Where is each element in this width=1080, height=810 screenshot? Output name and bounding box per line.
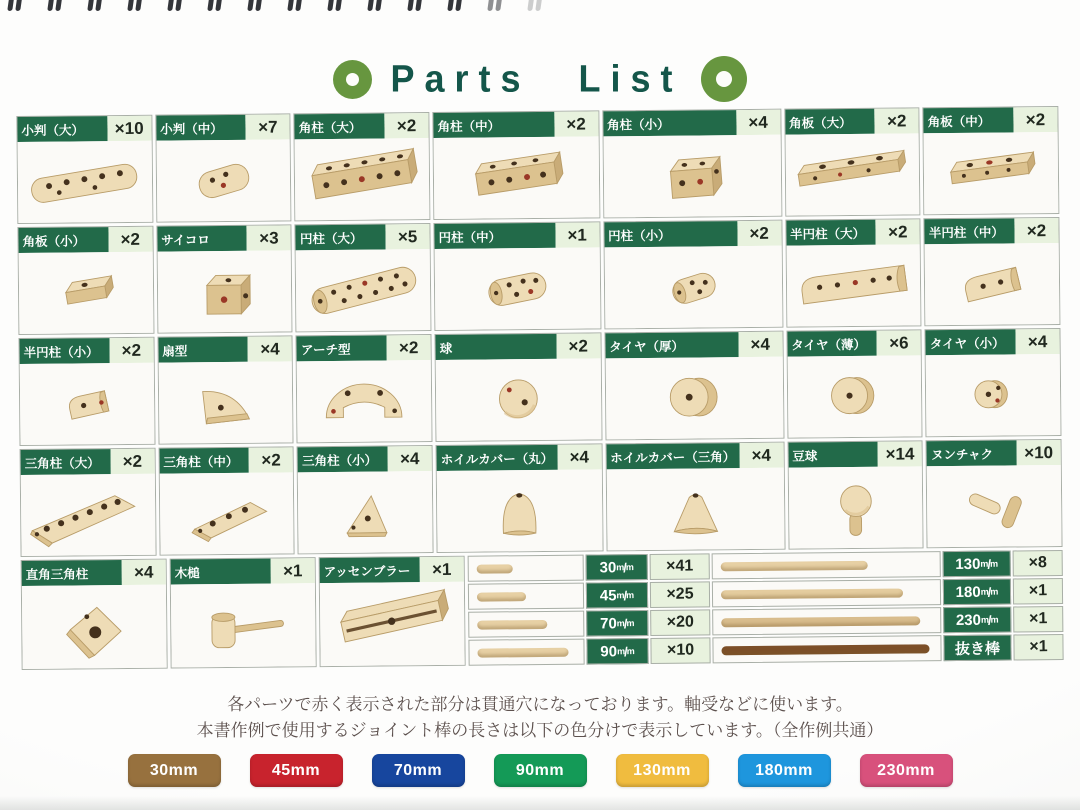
part-cell [156,224,293,333]
tire-thin-icon [787,355,921,437]
short-rod-photo [468,639,584,666]
legend-chip-label: 90mm [515,761,565,779]
long-rod-photo [712,635,941,663]
part-cell [433,221,601,331]
part-photo [788,466,922,548]
part-name-label: ヌンチャク [927,440,1017,466]
part-count-label: ×2 [554,111,598,136]
rod-30mm-icon [477,564,513,573]
part-cell-header [295,113,429,139]
part-photo [156,139,290,221]
long-rod-photo [712,607,941,635]
tire-thick-icon [605,357,783,440]
part-count-label: ×5 [386,224,430,249]
part-cell-header [786,219,920,245]
part-cell-header [298,446,432,472]
part-name-label: 豆球 [788,442,878,468]
part-photo [787,355,921,437]
part-count-label: ×1 [420,557,464,582]
dice-icon [157,250,291,332]
part-cell [18,337,155,446]
part-photo [605,357,783,440]
part-name-label: ホイルカバー（丸） [437,445,558,471]
part-photo [437,469,602,552]
rod-count-label: ×41 [650,553,710,580]
part-cell-header [320,557,464,583]
part-cell-header [925,218,1059,244]
part-cell [16,115,153,224]
wood-ring-icon [333,60,372,99]
part-cell [21,559,168,670]
part-cell [604,331,784,441]
part-name-label: 小判（大） [17,116,107,142]
part-photo [924,132,1058,214]
part-name-label: 角柱（大） [295,113,385,139]
ball-icon [436,358,601,441]
part-cell [605,442,785,552]
part-count-label: ×4 [1015,329,1059,354]
binding-ring-icon [448,0,463,11]
part-photo [436,358,601,441]
part-count-label: ×2 [387,335,431,360]
part-photo [435,247,600,330]
part-count-label: ×10 [1017,440,1061,465]
part-cell [17,226,154,335]
cover-tri-icon [606,468,784,551]
part-count-label: ×4 [388,446,432,471]
rod-length-label: 230 m / m [943,606,1011,633]
rod-180mm-icon [721,588,903,599]
part-cell-header [926,329,1060,355]
part-cell [923,106,1060,215]
part-photo [298,471,432,553]
part-cell-header [157,225,291,251]
part-photo [22,585,167,669]
binding-ring-icon [288,0,303,11]
part-cell [925,328,1062,437]
part-cell-header [606,443,783,470]
part-name-label: 小判（中） [156,115,246,141]
rod-90mm-icon [477,647,568,657]
part-cell [20,448,157,557]
part-cell [926,439,1063,548]
long-rod-photo [712,579,941,607]
part-name-label: タイヤ（薄） [787,331,877,357]
note-line-1: 各パーツで赤く表示された部分は貫通穴になっております。軸受などに使います。 [227,695,853,714]
short-rod-photo [468,555,584,582]
part-count-label: ×2 [556,333,600,358]
part-cell-header [20,338,154,364]
part-count-label: ×7 [246,114,290,139]
part-photo [18,141,152,223]
block-large-icon [295,138,429,220]
part-name-label: 半円柱（大） [786,220,876,246]
part-name-label: 半円柱（中） [925,218,1015,244]
cover-round-icon [437,469,602,552]
rod-70mm-icon [477,619,547,629]
part-cell-header [927,440,1061,466]
rod-count-label: ×1 [1013,606,1063,632]
koban-mid-icon [156,139,290,221]
part-count-label: ×4 [557,444,601,469]
part-name-label: 木槌 [171,559,271,585]
plate-small-icon [19,252,153,334]
halfcyl-mid-icon [925,243,1059,325]
part-photo [157,250,291,332]
part-cell [787,440,924,549]
part-name-label: ホイルカバー（三角） [606,443,739,469]
rod-count-label: ×10 [650,637,710,664]
part-count-label: ×4 [738,332,782,357]
rod-130mm-icon [721,560,868,570]
binding-ring-icon [488,0,503,11]
part-cell [786,329,923,438]
binding-ring-icon [328,0,343,11]
parts-bottom-row [21,550,1064,670]
part-count-label: ×2 [249,447,293,472]
part-name-label: 円柱（大） [296,224,386,250]
part-cell [319,556,466,667]
rod-count-label: ×20 [650,609,710,636]
wood-ring-icon [701,56,747,102]
part-photo [19,252,153,334]
part-cell [432,110,600,220]
part-cell [924,217,1061,326]
part-photo [786,244,920,326]
part-name-label: 三角柱（小） [298,446,388,472]
part-count-label: ×2 [108,227,152,252]
part-photo [606,468,784,551]
part-cell-header [158,336,292,362]
rod-230mm-icon [721,616,920,627]
binding-ring-icon [248,0,263,11]
part-cell [170,557,317,668]
page-title: Parts List [390,56,683,100]
legend-chip-label: 45mm [271,761,321,779]
page-shadow [0,796,1080,810]
arch-icon [297,360,431,442]
part-cell-header [605,332,782,359]
part-cell-header [22,560,166,586]
part-cell [155,113,292,222]
binding-ring-icon [528,0,543,11]
part-photo [21,474,155,556]
part-cell [296,334,433,443]
part-name-label: アッセンブラー [320,557,420,583]
halfcyl-large-icon [786,244,920,326]
binding-ring-icon [168,0,183,11]
part-cell-header [787,330,921,356]
part-cell [294,112,431,221]
part-cell [784,107,921,216]
part-photo [158,361,292,443]
parts-grid [16,106,1062,557]
part-count-label: ×2 [737,221,781,246]
part-cell [436,443,604,553]
rod-count-label: ×8 [1013,550,1063,576]
title-row [0,56,1080,102]
legend-chip-label: 30mm [149,761,199,779]
part-photo [925,243,1059,325]
part-cell-header [604,221,781,248]
part-cell [157,335,294,444]
binding-ring-icon [88,0,103,11]
rod-length-label: 130 m / m [943,550,1011,577]
short-rod-photo [468,611,584,638]
part-photo [927,465,1061,547]
plate-mid-icon [924,132,1058,214]
part-count-label: ×2 [110,449,154,474]
rod-length-label: 90 m / m [586,638,648,665]
rod-length-label: 70 m / m [586,610,648,637]
part-cell-header [924,107,1058,133]
assembler-icon [320,582,465,666]
rod-length-label: 45 m / m [586,582,648,609]
part-name-label: 角板（大） [785,109,875,135]
part-name-label: 三角柱（中） [159,448,249,474]
tri-mid-icon [159,472,293,554]
part-count-label: ×4 [736,110,780,135]
cylinder-small-icon [604,246,782,329]
part-count-label: ×2 [109,338,153,363]
part-name-label: 扇型 [158,337,248,363]
part-count-label: ×4 [122,560,166,585]
part-count-label: ×2 [1014,218,1058,243]
plate-large-icon [785,133,919,215]
legend-chip-label: 130mm [633,761,691,779]
part-photo [295,138,429,220]
binding-ring-icon [128,0,143,11]
part-photo [296,249,430,331]
beadball-icon [788,466,922,548]
part-name-label: 直角三角柱 [22,560,122,586]
part-cell-header [785,108,919,134]
part-name-label: サイコロ [157,226,247,252]
binding-ring-icon [368,0,383,11]
part-count-label: ×2 [1013,107,1057,132]
part-name-label: 角板（中） [924,107,1014,133]
part-count-label: ×2 [384,113,428,138]
part-cell-header [436,333,601,360]
part-cell-header [433,111,598,138]
right-triangle-block-icon [22,585,167,669]
legend-chip-label: 180mm [755,761,813,779]
tri-small-icon [298,471,432,553]
spiral-binding [0,0,1080,16]
rod-length-label: 180 m / m [943,578,1011,605]
cylinder-large-icon [296,249,430,331]
part-cell-header [434,222,599,249]
tri-large-icon [21,474,155,556]
tire-small-icon [926,354,1060,436]
halfcyl-small-icon [20,363,154,445]
part-count-label: ×2 [876,219,920,244]
part-count-label: ×2 [875,108,919,133]
part-cell-header [171,558,315,584]
part-cell-header [17,116,151,142]
part-name-label: タイヤ（厚） [605,332,738,358]
legend-chip-70mm [372,754,465,787]
cylinder-mid-icon [435,247,600,330]
rod-45mm-icon [477,592,526,601]
joint-rods-table [468,550,1064,666]
binding-ring-icon [48,0,63,11]
parts-table [16,106,1063,670]
rod-count-label: ×25 [650,581,710,608]
part-photo [434,136,599,219]
mallet-icon [171,583,316,667]
rod-length-label: 30 m / m [586,554,648,581]
rod-length-label: 抜き棒 [943,634,1011,661]
part-cell-header [156,114,290,140]
part-cell-header [297,335,431,361]
part-photo [604,246,782,329]
part-count-label: ×4 [248,336,292,361]
part-cell-header [603,110,780,137]
rod-count-label: ×1 [1013,578,1063,604]
part-count-label: ×1 [555,222,599,247]
part-count-label: ×6 [877,330,921,355]
part-cell-header [788,441,922,467]
legend-chip-130mm [616,754,709,787]
part-count-label: ×14 [878,441,922,466]
fan-icon [158,361,292,443]
part-cell [295,223,432,332]
part-name-label: 円柱（中） [434,223,555,249]
nunchaku-icon [927,465,1061,547]
part-cell [435,332,603,442]
part-name-label: 角板（小） [18,227,108,253]
long-rod-photo [712,551,941,579]
legend-chip-label: 230mm [877,761,935,779]
part-photo [171,583,316,667]
part-cell [602,109,782,219]
part-cell-header [159,447,293,473]
binding-ring-icon [408,0,423,11]
part-name-label: 球 [436,334,557,360]
note-line-2: 本書作例で使用するジョイント棒の長さは以下の色分けで表示しています。（全作例共通） [196,721,884,741]
part-cell [785,218,922,327]
part-cell [297,445,434,554]
part-name-label: 半円柱（小） [20,338,110,364]
rod-count-label: ×1 [1013,634,1063,660]
part-count-label: ×1 [271,558,315,583]
part-cell [603,220,783,330]
part-photo [320,582,465,666]
part-name-label: 円柱（小） [604,221,737,247]
part-photo [926,354,1060,436]
legend-chip-180mm [738,754,831,787]
legend-chip-90mm [494,754,587,787]
part-cell-header [18,227,152,253]
binding-ring-icon [208,0,223,11]
part-photo [785,133,919,215]
part-photo [20,363,154,445]
part-count-label: ×10 [107,116,151,141]
part-count-label: ×4 [739,443,783,468]
part-name-label: アーチ型 [297,335,387,361]
part-name-label: 角柱（中） [433,112,554,138]
part-photo [297,360,431,442]
rod-color-legend [0,754,1080,787]
legend-chip-230mm [860,754,953,787]
part-name-label: タイヤ（小） [926,329,1016,355]
part-name-label: 三角柱（大） [21,449,111,475]
rod-nukibou-icon [721,644,929,655]
legend-chip-45mm [250,754,343,787]
part-cell-header [437,444,602,471]
part-count-label: ×3 [247,225,291,250]
part-name-label: 角柱（小） [603,110,736,136]
block-small-icon [603,135,781,218]
block-mid-icon [434,136,599,219]
part-cell [158,446,295,555]
binding-ring-icon [8,0,23,11]
part-photo [603,135,781,218]
short-rod-photo [468,583,584,610]
part-cell-header [21,449,155,475]
koban-large-icon [18,141,152,223]
legend-chip-label: 70mm [393,761,443,779]
legend-chip-30mm [128,754,221,787]
notes [0,692,1080,745]
part-photo [159,472,293,554]
part-cell-header [296,224,430,250]
